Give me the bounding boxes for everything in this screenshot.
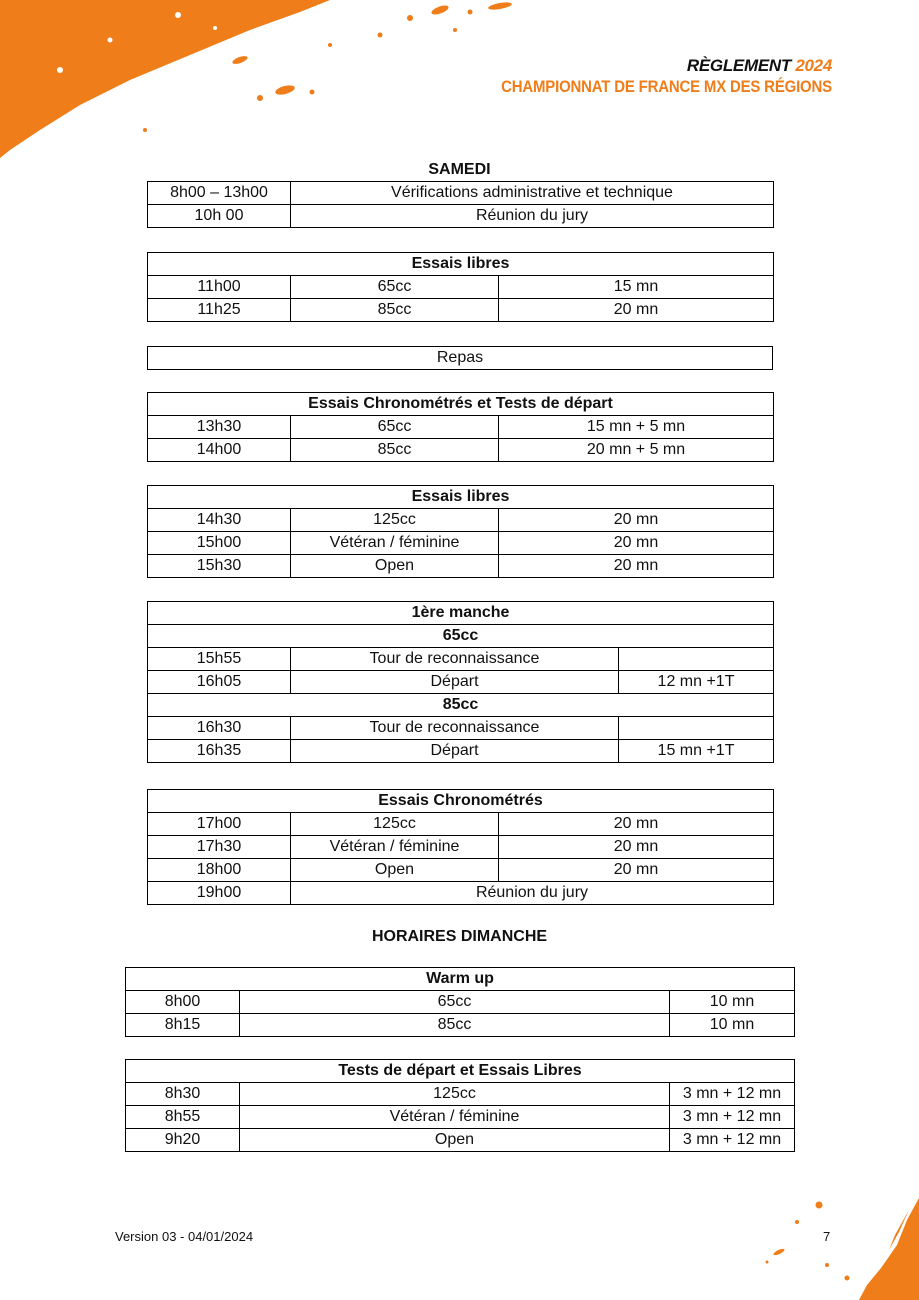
tests-depart-table <box>125 1059 795 1152</box>
class-cell: 85cc <box>240 1014 670 1037</box>
label-cell: Tour de reconnaissance <box>291 717 619 740</box>
class-cell: 65cc <box>291 276 499 299</box>
duration-cell: 15 mn <box>499 276 774 299</box>
label-cell: Réunion du jury <box>291 205 774 228</box>
group-title: 65cc <box>148 625 774 648</box>
class-cell: Vétéran / féminine <box>291 532 499 555</box>
time-cell: 15h30 <box>148 555 291 578</box>
duration-cell: 3 mn + 12 mn <box>670 1106 795 1129</box>
class-cell: Vétéran / féminine <box>291 836 499 859</box>
time-cell: 14h30 <box>148 509 291 532</box>
table-row <box>148 205 774 228</box>
table-title: 1ère manche <box>148 602 774 625</box>
repas-cell: Repas <box>148 347 773 370</box>
duration-cell: 15 mn + 5 mn <box>499 416 774 439</box>
table-title: Essais Chronométrés et Tests de départ <box>148 393 774 416</box>
table-row <box>148 859 774 882</box>
label-cell: Tour de reconnaissance <box>291 648 619 671</box>
table-title: Essais Chronométrés <box>148 790 774 813</box>
class-cell: 85cc <box>291 439 499 462</box>
time-cell: 14h00 <box>148 439 291 462</box>
duration-cell: 10 mn <box>670 1014 795 1037</box>
time-cell: 8h30 <box>126 1083 240 1106</box>
table-row <box>148 509 774 532</box>
duration-cell <box>619 717 774 740</box>
table-header-row <box>126 968 795 991</box>
table-row <box>148 740 774 763</box>
class-cell: Open <box>240 1129 670 1152</box>
time-cell: 8h00 <box>126 991 240 1014</box>
orange-splash-bottom-right <box>749 1190 919 1300</box>
label-cell: Vérifications administrative et technique <box>291 182 774 205</box>
table-title: Essais libres <box>148 253 774 276</box>
table-row <box>126 1014 795 1037</box>
table-row <box>126 991 795 1014</box>
table-row <box>148 276 774 299</box>
class-cell: 125cc <box>240 1083 670 1106</box>
table-row <box>148 416 774 439</box>
time-cell: 17h00 <box>148 813 291 836</box>
class-cell: 65cc <box>240 991 670 1014</box>
page-number: 7 <box>823 1229 831 1244</box>
time-cell: 16h35 <box>148 740 291 763</box>
group-header-row <box>148 694 774 717</box>
table-row <box>148 717 774 740</box>
table-row <box>148 836 774 859</box>
orange-splash-top-left <box>0 0 530 170</box>
time-cell: 13h30 <box>148 416 291 439</box>
table-row <box>148 532 774 555</box>
essais-libres-table-1 <box>147 252 774 322</box>
class-cell: Open <box>291 859 499 882</box>
table-title: Warm up <box>126 968 795 991</box>
duration-cell: 20 mn <box>499 813 774 836</box>
time-cell: 15h55 <box>148 648 291 671</box>
table-header-row <box>148 602 774 625</box>
time-cell: 11h25 <box>148 299 291 322</box>
table-row <box>126 1106 795 1129</box>
duration-cell: 15 mn +1T <box>619 740 774 763</box>
duration-cell: 20 mn <box>499 299 774 322</box>
duration-cell: 3 mn + 12 mn <box>670 1129 795 1152</box>
time-cell: 19h00 <box>148 882 291 905</box>
time-cell: 8h00 – 13h00 <box>148 182 291 205</box>
table-header-row <box>126 1060 795 1083</box>
header-year: 2024 <box>795 56 832 75</box>
table-row <box>148 347 773 370</box>
group-header-row <box>148 625 774 648</box>
label-cell: Départ <box>291 740 619 763</box>
duration-cell <box>619 648 774 671</box>
table-row <box>126 1129 795 1152</box>
time-cell: 16h05 <box>148 671 291 694</box>
table-row <box>148 882 774 905</box>
essais-libres-table-2 <box>147 485 774 578</box>
essais-chrono-table <box>147 789 774 905</box>
samedi-table <box>147 181 774 228</box>
duration-cell: 12 mn +1T <box>619 671 774 694</box>
time-cell: 9h20 <box>126 1129 240 1152</box>
time-cell: 8h15 <box>126 1014 240 1037</box>
table-header-row <box>148 253 774 276</box>
table-row <box>148 648 774 671</box>
duration-cell: 20 mn <box>499 859 774 882</box>
table-title: Essais libres <box>148 486 774 509</box>
class-cell: 85cc <box>291 299 499 322</box>
header-reglement: RÈGLEMENT <box>686 56 791 75</box>
header-subtitle: CHAMPIONNAT DE FRANCE MX DES RÉGIONS <box>501 77 832 96</box>
dimanche-title: HORAIRES DIMANCHE <box>371 928 548 945</box>
manche1-table <box>147 601 774 763</box>
footer-version: Version 03 - 04/01/2024 <box>115 1229 254 1244</box>
table-row <box>148 671 774 694</box>
label-cell: Réunion du jury <box>291 882 774 905</box>
header-title <box>456 56 832 76</box>
class-cell: 65cc <box>291 416 499 439</box>
time-cell: 10h 00 <box>148 205 291 228</box>
table-title: Tests de départ et Essais Libres <box>126 1060 795 1083</box>
time-cell: 11h00 <box>148 276 291 299</box>
table-header-row <box>148 790 774 813</box>
time-cell: 15h00 <box>148 532 291 555</box>
label-cell: Départ <box>291 671 619 694</box>
duration-cell: 3 mn + 12 mn <box>670 1083 795 1106</box>
warm-up-table <box>125 967 795 1037</box>
time-cell: 17h30 <box>148 836 291 859</box>
table-row <box>148 439 774 462</box>
duration-cell: 20 mn <box>499 555 774 578</box>
duration-cell: 20 mn <box>499 509 774 532</box>
table-row <box>148 813 774 836</box>
class-cell: Vétéran / féminine <box>240 1106 670 1129</box>
repas-table <box>147 346 773 370</box>
document-header <box>456 56 832 98</box>
table-row <box>148 555 774 578</box>
time-cell: 16h30 <box>148 717 291 740</box>
duration-cell: 20 mn <box>499 836 774 859</box>
class-cell: 125cc <box>291 813 499 836</box>
essais-chrono-depart-table <box>147 392 774 462</box>
table-row <box>126 1083 795 1106</box>
time-cell: 18h00 <box>148 859 291 882</box>
group-title: 85cc <box>148 694 774 717</box>
time-cell: 8h55 <box>126 1106 240 1129</box>
table-row <box>148 299 774 322</box>
duration-cell: 20 mn <box>499 532 774 555</box>
table-row <box>148 182 774 205</box>
table-header-row <box>148 486 774 509</box>
table-header-row <box>148 393 774 416</box>
class-cell: Open <box>291 555 499 578</box>
duration-cell: 20 mn + 5 mn <box>499 439 774 462</box>
class-cell: 125cc <box>291 509 499 532</box>
samedi-title: SAMEDI <box>428 161 491 178</box>
duration-cell: 10 mn <box>670 991 795 1014</box>
